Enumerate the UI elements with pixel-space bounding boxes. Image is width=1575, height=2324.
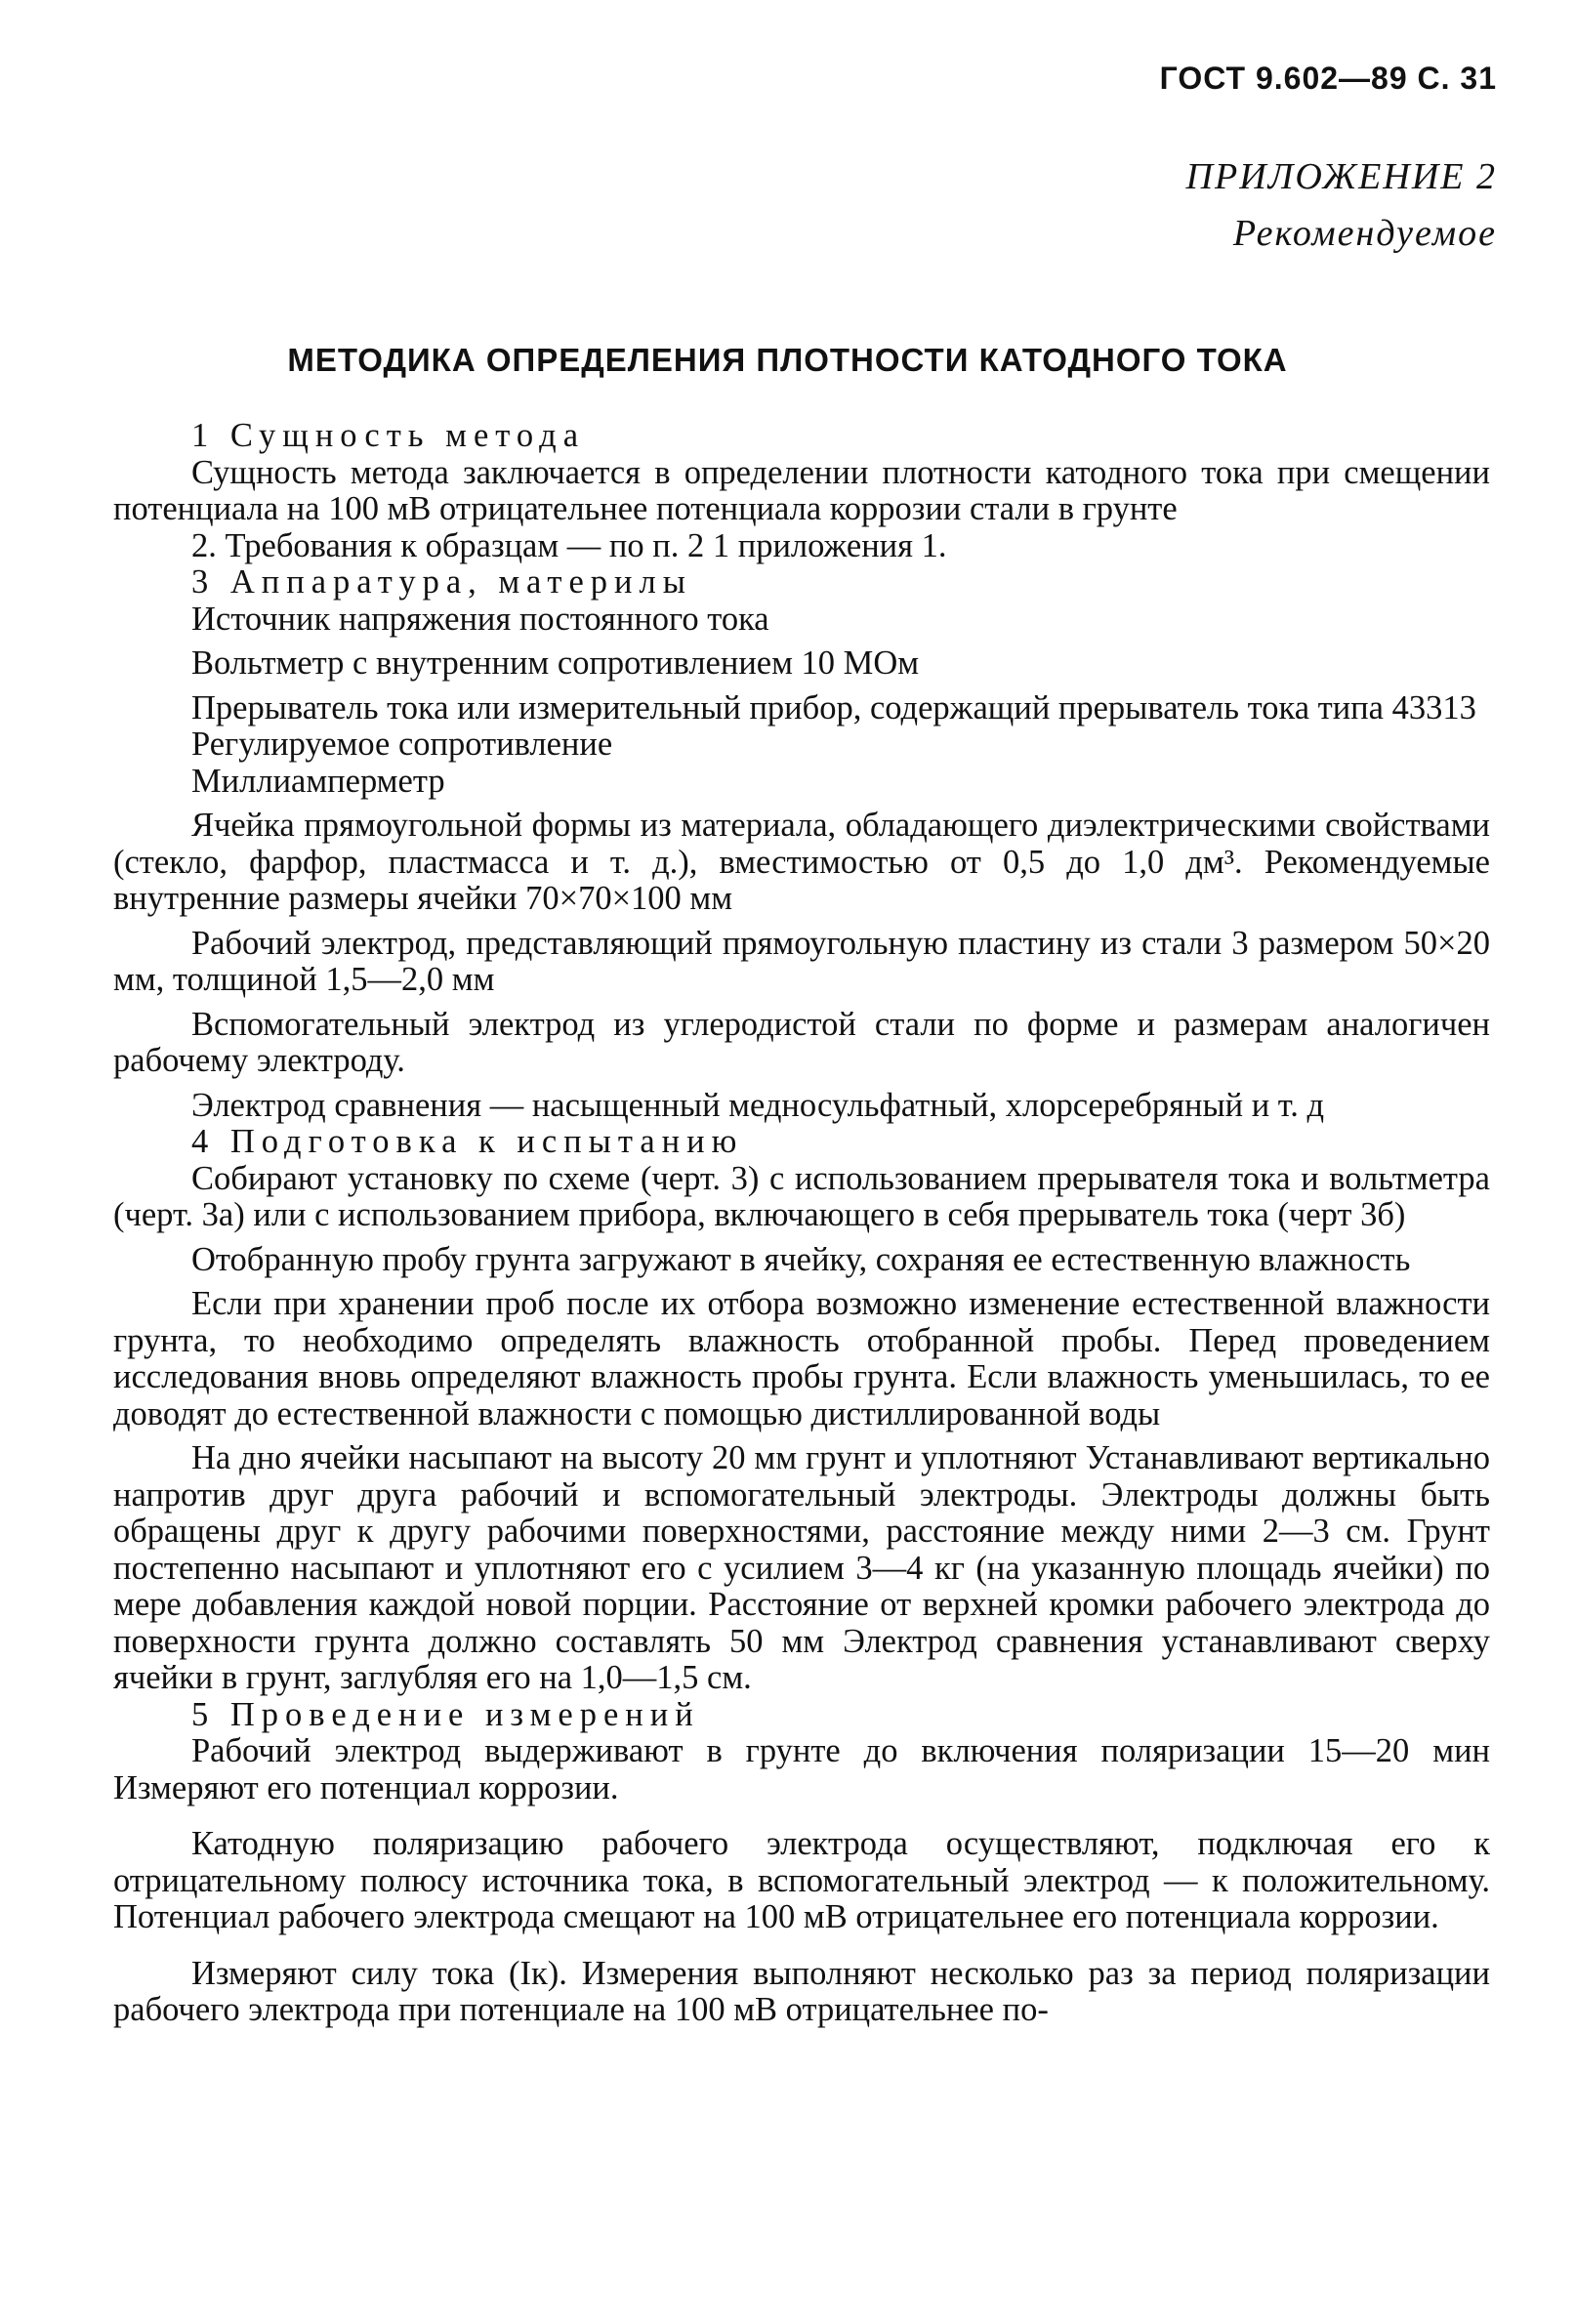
paragraph: Катодную поляризацию рабочего электрода осуществляют, подключая его к отрицательному полюсу источника тока, в вспомогательный электрод — к положительному. Потенциал рабочего электрода смещают на 100 мВ отрицательнее его потенциала коррозии. [113, 1825, 1490, 1935]
section-heading-4: 4 Подготовка к испытанию [191, 1123, 744, 1160]
document-body [113, 418, 1490, 2029]
paragraph: Миллиамперметр [191, 762, 445, 800]
section-heading-3: 3 Аппаратура, материлы [191, 563, 692, 601]
paragraph: Измеряют силу тока (Iк). Измерения выполняют несколько раз за период поляризации рабочего электрода при потенциале на 100 мВ отрицательнее по- [113, 1954, 1490, 2028]
paragraph: Источник напряжения постоянного тока [191, 600, 769, 638]
section-heading-5: 5 Проведение измерений [191, 1695, 700, 1733]
paragraph: Электрод сравнения — насыщенный медносульфатный, хлорсеребряный и т. д [191, 1086, 1325, 1124]
paragraph: Вольтметр с внутренним сопротивлением 10 МОм [191, 644, 920, 682]
appendix-block [1186, 148, 1497, 262]
paragraph: На дно ячейки насыпают на высоту 20 мм грунт и уплотняют Устанавливают вертикально напротив друг друга рабочий и вспомогательный электроды. Электроды должны быть обращены друг к другу рабочими поверхностями, расстояние между ними 2—3 см. Грунт постепенно насыпают и уплотняют его с усилием 3—4 кг (на указанную площадь ячейки) по мере добавления каждой новой порции. Расстояние от верхней кромки рабочего электрода до поверхности грунта должно составлять 50 мм Электрод сравнения устанавливают сверху ячейки в грунт, заглубляя его на 1,0—1,5 см. [113, 1439, 1490, 1696]
paragraph: 2. Требования к образцам — по п. 2 1 приложения 1. [191, 526, 947, 564]
appendix-label: ПРИЛОЖЕНИЕ 2 [1185, 156, 1497, 197]
paragraph: Регулируемое сопротивление [191, 726, 613, 763]
appendix-status: Рекомендуемое [1232, 213, 1497, 254]
standard-header: ГОСТ 9.602—89 С. 31 [1159, 61, 1497, 96]
paragraph: Отобранную пробу грунта загружают в ячейку, сохраняя ее естественную влажность [191, 1240, 1411, 1278]
paragraph: Вспомогательный электрод из углеродистой стали по форме и размерам аналогичен рабочему электроду. [113, 1005, 1490, 1079]
document-title: МЕТОДИКА ОПРЕДЕЛЕНИЯ ПЛОТНОСТИ КАТОДНОГО ТОКА [287, 342, 1288, 378]
section-heading-1: 1 Сущность метода [191, 417, 586, 454]
paragraph: Рабочий электрод, представляющий прямоугольную пластину из стали 3 размером 50×20 мм, толщиной 1,5—2,0 мм [113, 924, 1490, 998]
paragraph: Сущность метода заключается в определении плотности катодного тока при смещении потенциала на 100 мВ отрицательнее потенциала коррозии стали в грунте [113, 453, 1490, 527]
paragraph: Рабочий электрод выдерживают в грунте до включения поляризации 15—20 мин Измеряют его потенциал коррозии. [113, 1732, 1490, 1806]
paragraph: Ячейка прямоугольной формы из материала, обладающего диэлектрическими свойствами (стекло, фарфор, пластмасса и т. д.), вместимостью от 0,5 до 1,0 дм³. Рекомендуемые внутренние размеры ячейки 70×70×100 мм [113, 807, 1490, 917]
paragraph: Собирают установку по схеме (черт. 3) с использованием прерывателя тока и вольтметра (черт. 3а) или с использованием прибора, включающего в себя прерыватель тока (черт 3б) [113, 1159, 1490, 1233]
paragraph: Если при хранении проб после их отбора возможно изменение естественной влажности грунта, то необходимо определять влажность отобранной пробы. Перед проведением исследования вновь определяют влажность пробы грунта. Если влажность уменьшилась, то ее доводят до естественной влажности с помощью дистиллированной воды [113, 1285, 1490, 1432]
paragraph: Прерыватель тока или измерительный прибор, содержащий прерыватель тока типа 43313 [191, 688, 1476, 726]
